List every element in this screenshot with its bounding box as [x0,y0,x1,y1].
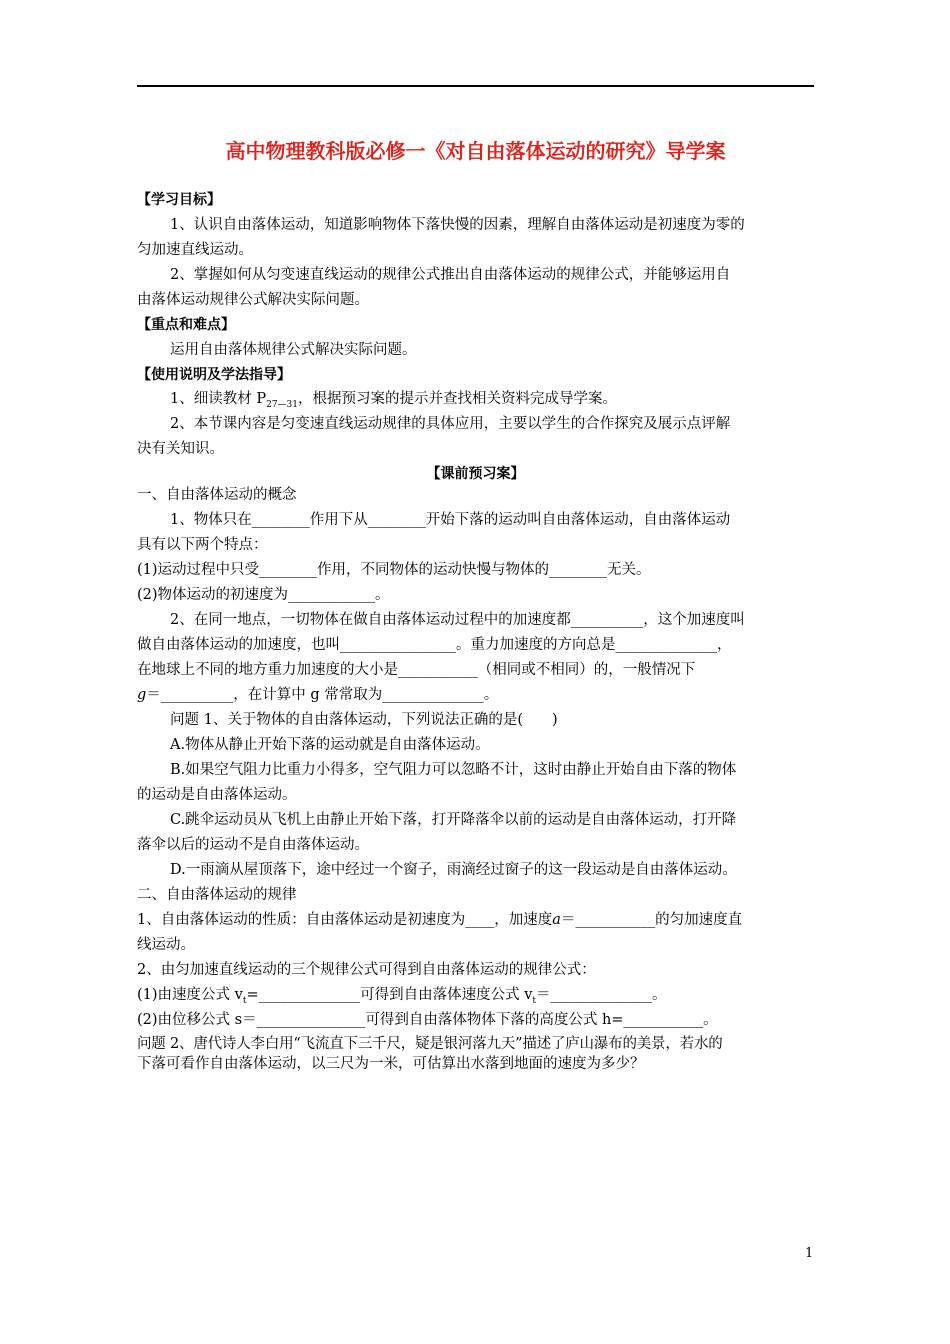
concept-1-line-1: 1、物体只在________作用下从________开始下落的运动叫自由落体运动，自由落体运动 [170,512,731,528]
velocity-sub-2: t [532,995,537,1006]
part-2-heading: 二、自由落体运动的规律 [137,887,297,903]
rule-1-pre: 1、自由落体运动的性质：自由落体运动是初速度为____，加速度 [137,912,553,928]
question-2-line-1: 问题 2、唐代诗人李白用“飞流直下三千尺，疑是银河落九天”描述了庐山瀑布的美景，若水的 [137,1036,723,1052]
usage-1-pre: 1、细读教材 P [170,391,267,407]
goal-2-line-1: 2、掌握如何从匀变速直线运动的规律公式推出自由落体运动的规律公式，并能够运用自 [170,267,731,283]
question-1-option-a: A.物体从静止开始下落的运动就是自由落体运动。 [170,737,490,753]
goals-heading: 【学习目标】 [137,192,221,208]
concept-1-feature-1: (1)运动过程中只受________作用，不同物体的运动快慢与物体的________无关。 [137,562,651,578]
rule-1-line-1 [137,910,814,930]
usage-2-line-2: 决有关知识。 [137,441,224,457]
header-rule [137,85,814,87]
rule-1-post: ＝___________的匀加速度直 [560,912,743,928]
usage-heading: 【使用说明及学法指导】 [137,367,291,383]
rule-1-line-2: 线运动。 [137,937,195,953]
question-1-option-c-line-2: 落伞以后的运动不是自由落体运动。 [137,837,369,853]
g-symbol: g [137,687,147,703]
concept-1-feature-2: (2)物体运动的初速度为____________。 [137,587,390,603]
question-1-option-c-line-1: C.跳伞运动员从飞机上由静止开始下落，打开降落伞以前的运动是自由落体运动，打开降 [170,812,737,828]
rule-2-velocity [137,985,814,1005]
usage-1-pages: 27—31 [266,399,298,410]
question-1-option-b-line-1: B.如果空气阻力比重力小得多，空气阻力可以忽略不计，这时由静止开始自由下落的物体 [170,762,737,778]
part-1-heading: 一、自由落体运动的概念 [137,487,297,503]
goal-2-line-2: 由落体运动规律公式解决实际问题。 [137,292,369,308]
usage-2-line-1: 2、本节课内容是匀变速直线运动规律的具体应用，主要以学生的合作探究及展示点评解 [170,416,731,432]
question-1-option-d: D.一雨滴从屋顶落下，途中经过一个窗子，雨滴经过窗子的这一段运动是自由落体运动。 [170,862,737,878]
page-number: 1 [805,1246,814,1261]
page-title: 高中物理教科版必修一《对自由落体运动的研究》导学案 [225,139,726,163]
question-1-option-b-line-2: 的运动是自由落体运动。 [137,787,297,803]
velocity-sub-1: t [242,995,247,1006]
concept-2-line-4-text: ＝__________，在计算中 g 常常取为______________。 [146,687,499,703]
key-heading: 【重点和难点】 [137,317,235,333]
concept-2-line-1: 2、在同一地点，一切物体在做自由落体运动过程中的加速度都__________，这个加速度叫 [170,612,745,628]
goal-1-line-1: 1、认识自由落体运动，知道影响物体下落快慢的因素，理解自由落体运动是初速度为零的 [170,217,745,233]
question-1: 问题 1、关于物体的自由落体运动，下列说法正确的是( ) [170,712,558,728]
rule-2: 2、由匀加速直线运动的三个规律公式可得到自由落体运动的规律公式： [137,962,596,978]
concept-2-line-4 [137,685,814,705]
a-symbol: a [552,912,561,928]
velocity-mid: =______________可得到自由落体速度公式 v [246,987,533,1003]
rule-2-displacement: (2)由位移公式 s＝_______________可得到自由落体物体下落的高度公式 h=___________。 [137,1012,718,1028]
goal-1-line-2: 匀加速直线运动。 [137,242,253,258]
preview-heading: 【课前预习案】 [426,466,525,482]
concept-2-line-3: 在地球上不同的地方重力加速度的大小是___________（相同或不相同）的，一般情况下 [137,662,696,678]
usage-1 [170,389,814,409]
question-2-line-2: 下落可看作自由落体运动，以三尺为一米，可估算出水落到地面的速度为多少？ [137,1056,645,1072]
velocity-post: ＝______________。 [536,987,667,1003]
concept-1-line-2: 具有以下两个特点： [137,537,268,553]
key-text: 运用自由落体规律公式解决实际问题。 [170,342,417,358]
usage-1-post: ，根据预习案的提示并查找相关资料完成导学案。 [298,391,617,407]
concept-2-line-2: 做自由落体运动的加速度，也叫________________。重力加速度的方向总是______________， [137,637,732,653]
velocity-pre: (1)由速度公式 v [137,987,243,1003]
